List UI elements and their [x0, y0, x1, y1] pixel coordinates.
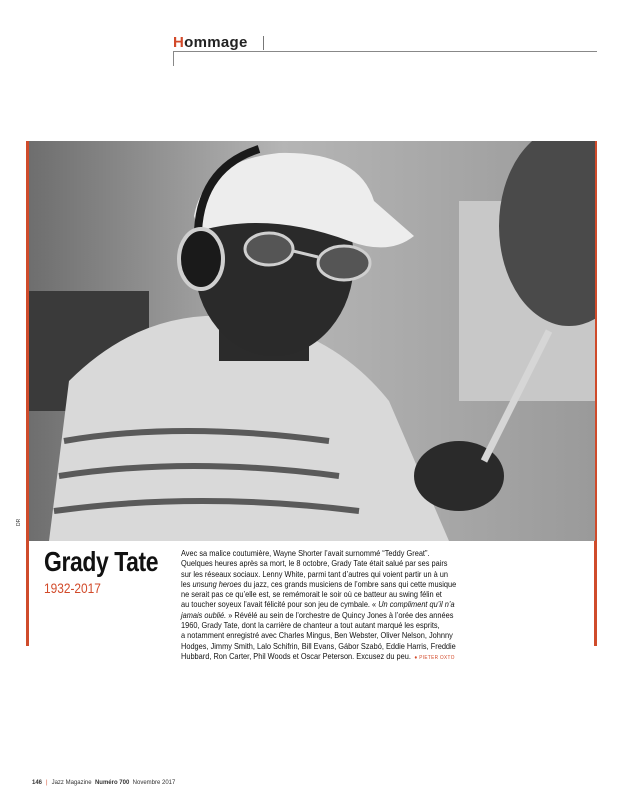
body-italic: unsung heroes — [192, 578, 242, 589]
body-segment: ne serait pas ce qu’elle est, se remémorait le soir où ce batteur au swing félin et — [181, 589, 442, 600]
photo-credit: DR — [16, 518, 22, 526]
body-italic: Un compliment qu’il n’a — [378, 599, 455, 610]
issue-date: Novembre 2017 — [132, 780, 176, 786]
section-rule — [173, 51, 597, 52]
body-italic: jamais oublié. — [181, 609, 227, 620]
body-line — [181, 641, 534, 651]
body-segment: Hodges, Jimmy Smith, Lalo Schifrin, Bill Evans, Gábor Szabó, Eddie Harris, Freddie — [181, 640, 456, 651]
portrait-photo-illustration — [29, 141, 595, 541]
page-footer — [32, 780, 175, 786]
body-segment: Hubbard, Ron Carter, Phil Woods et Oscar Peterson. Excusez du peu. — [181, 650, 411, 661]
article-body — [181, 548, 591, 663]
body-line — [181, 620, 534, 630]
article-dates: 1932-2017 — [44, 580, 101, 596]
body-segment: sur les réseaux sociaux. Lenny White, parmi tant d’autres qui voient partir un à un — [181, 568, 449, 579]
section-header — [173, 30, 597, 66]
body-line — [181, 579, 534, 589]
body-segment: a notamment enregistré avec Charles Mingus, Ben Webster, Oliver Nelson, Johnny — [181, 630, 453, 641]
section-rule-drop — [173, 51, 174, 66]
article-author: ● PIETER OXTO — [414, 654, 455, 661]
body-segment: Quelques heures après sa mort, le 8 octobre, Grady Tate était salué par ses pairs — [181, 558, 448, 569]
body-segment: au toucher soyeux l’avait félicité pour son jeu de cymbale. « — [181, 599, 379, 610]
body-line — [181, 651, 534, 663]
footer-separator: | — [46, 780, 48, 786]
body-segment: les — [181, 578, 193, 589]
body-line — [181, 610, 534, 620]
body-line — [181, 630, 534, 640]
body-segment: 1960, Grady Tate, dont la carrière de chanteur a tout autant marqué les esprits, — [181, 620, 440, 631]
body-segment: » Révélé au sein de l’orchestre de Quincy Jones à l’orée des années — [226, 609, 454, 620]
portrait-photo — [29, 141, 595, 541]
body-segment: du jazz, ces grands musiciens de l’ombre sans qui cette musique — [241, 578, 457, 589]
body-line — [181, 569, 534, 579]
article-name: Grady Tate — [44, 546, 159, 577]
issue-number: Numéro 700 — [94, 780, 130, 786]
section-title-initial: H — [173, 34, 185, 51]
section-tick — [263, 36, 264, 50]
body-line — [181, 589, 534, 599]
section-title-rest: ommage — [184, 34, 248, 51]
magazine-name: Jazz Magazine — [51, 780, 92, 786]
body-line — [181, 599, 534, 609]
body-segment: Avec sa malice coutumière, Wayne Shorter l’avait surnommé “Teddy Great”. — [181, 548, 430, 558]
section-title — [173, 34, 248, 51]
body-line — [181, 558, 534, 568]
body-line — [181, 548, 534, 558]
page-number: 146 — [32, 780, 43, 786]
